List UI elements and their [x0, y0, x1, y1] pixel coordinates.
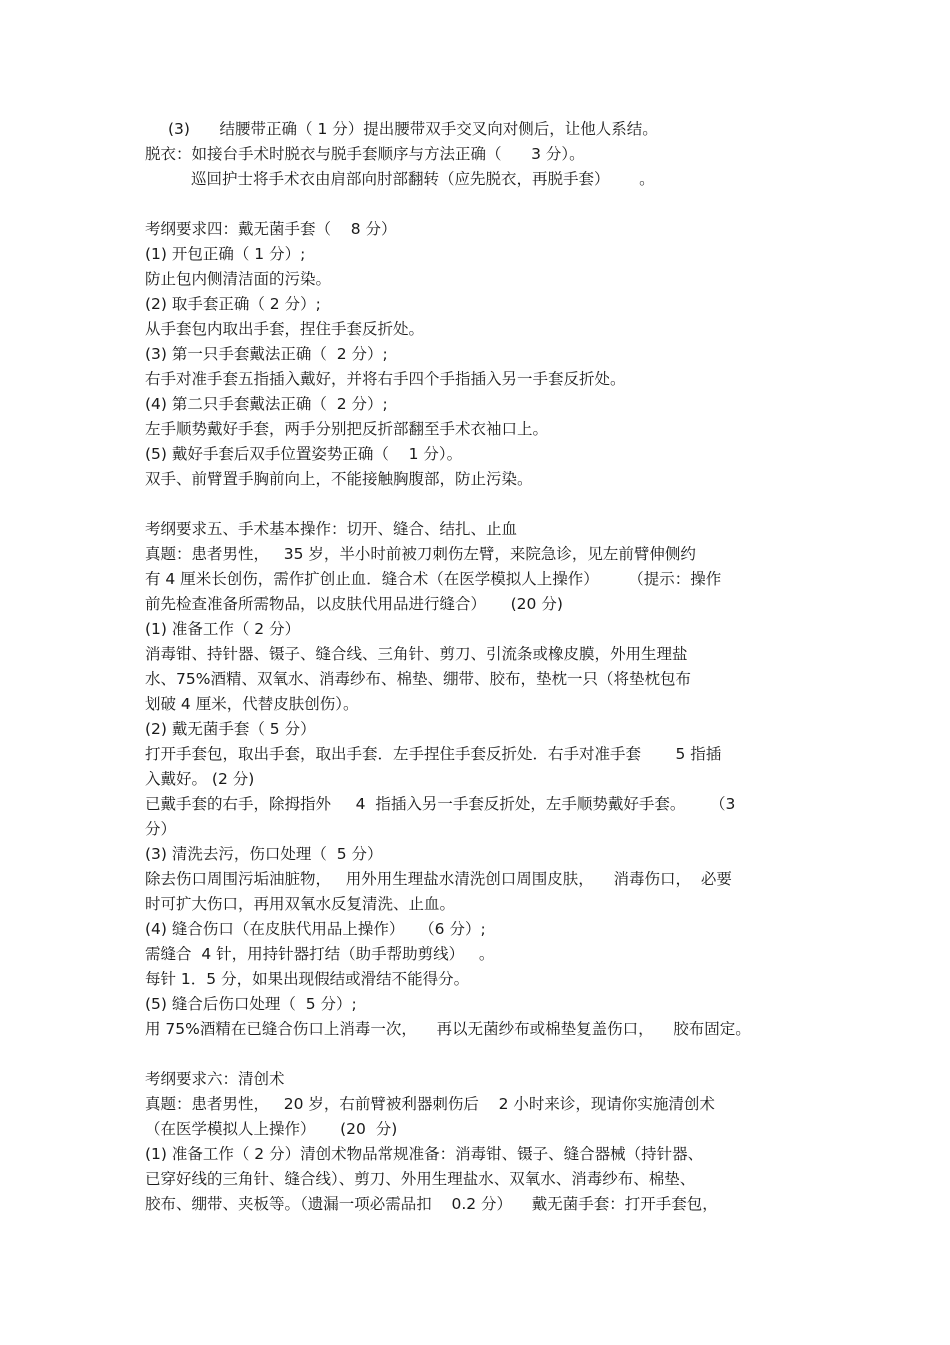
- text-line: 除去伤口周围污垢油脏物， 用外用生理盐水清洗创口周围皮肤， 消毒伤口， 必要: [145, 870, 732, 888]
- text-line: 从手套包内取出手套，捏住手套反折处。: [145, 320, 425, 338]
- text-line: (5) 戴好手套后双手位置姿势正确（ 1 分）。: [145, 445, 463, 463]
- text-line: 需缝合 4 针，用持针器打结（助手帮助剪线） 。: [145, 945, 495, 963]
- text-line: 用 75%酒精在已缝合伤口上消毒一次， 再以无菌纱布或棉垫复盖伤口， 胶布固定。: [145, 1020, 751, 1038]
- text-line: 防止包内侧清洁面的污染。: [145, 270, 332, 288]
- text-line: 前先检查准备所需物品，以皮肤代用品进行缝合） (20 分): [145, 595, 563, 613]
- text-line: (3) 清洗去污，伤口处理（ 5 分）: [145, 845, 383, 863]
- paragraph-gap: [145, 1042, 813, 1067]
- text-line: (4) 第二只手套戴法正确（ 2 分）;: [145, 395, 388, 413]
- text-line: (1) 准备工作（ 2 分）清创术物品常规准备：消毒钳、镊子、缝合器械（持针器、: [145, 1145, 704, 1163]
- text-line: 右手对准手套五指插入戴好，并将右手四个手指插入另一手套反折处。: [145, 370, 626, 388]
- text-line: 胶布、绷带、夹板等。（遗漏一项必需品扣 0.2 分） 戴无菌手套：打开手套包，: [145, 1195, 718, 1213]
- text-line: (4) 缝合伤口（在皮肤代用品上操作） （6 分）;: [145, 920, 486, 938]
- text-line: 消毒钳、持针器、镊子、缝合线、三角针、剪刀、引流条或橡皮膜，外用生理盐: [145, 645, 688, 663]
- text-line: 双手、前臂置手胸前向上，不能接触胸腹部，防止污染。: [145, 470, 533, 488]
- text-line: 巡回护士将手术衣由肩部向肘部翻转（应先脱衣，再脱手套） 。: [191, 170, 655, 188]
- text-line: 已穿好线的三角针、缝合线）、剪刀、外用生理盐水、双氧水、消毒纱布、棉垫、: [145, 1170, 696, 1188]
- text-line: （在医学模拟人上操作） (20 分): [145, 1120, 398, 1138]
- text-line: 水、75%酒精、双氧水、消毒纱布、棉垫、绷带、胶布，垫枕一只（将垫枕包布: [145, 670, 691, 688]
- text-line: (5) 缝合后伤口处理（ 5 分）;: [145, 995, 357, 1013]
- text-line: 左手顺势戴好手套，两手分别把反折部翻至手术衣袖口上。: [145, 420, 549, 438]
- text-line: 入戴好。 (2 分): [145, 770, 255, 788]
- text-line: 有 4 厘米长创伤，需作扩创止血．缝合术（在医学模拟人上操作） （提示：操作: [145, 570, 722, 588]
- section-heading: 考纲要求五、手术基本操作：切开、缝合、结扎、止血: [145, 520, 518, 538]
- text-line: (1) 准备工作（ 2 分）: [145, 620, 301, 638]
- text-line: (2) 取手套正确（ 2 分）;: [145, 295, 321, 313]
- text-line: 划破 4 厘米，代替皮肤创伤）。: [145, 695, 359, 713]
- text-line: 时可扩大伤口，再用双氧水反复清洗、止血。: [145, 895, 456, 913]
- paragraph-gap: [145, 492, 813, 517]
- text-line: (3) 结腰带正确（ 1 分）提出腰带双手交叉向对侧后，让他人系结。: [168, 120, 658, 138]
- paragraph-gap: [145, 192, 813, 217]
- section-heading: 考纲要求六：清创术: [145, 1070, 285, 1088]
- text-line: 分）: [145, 820, 177, 838]
- text-line: 真题：患者男性， 35 岁，半小时前被刀刺伤左臂，来院急诊，见左前臂伸侧约: [145, 545, 696, 563]
- text-line: 脱衣：如接台手术时脱衣与脱手套顺序与方法正确（ 3 分）。: [145, 145, 585, 163]
- text-line: 每针 1．5 分，如果出现假结或滑结不能得分。: [145, 970, 470, 988]
- text-line: 打开手套包，取出手套，取出手套．左手捏住手套反折处．右手对准手套 5 指插: [145, 745, 722, 763]
- section-heading: 考纲要求四：戴无菌手套（ 8 分）: [145, 220, 397, 238]
- text-line: (1) 开包正确（ 1 分）;: [145, 245, 306, 263]
- document-page: [145, 117, 813, 1217]
- text-line: 已戴手套的右手，除拇指外 4 指插入另一手套反折处，左手顺势戴好手套。 （3: [145, 795, 736, 813]
- text-line: 真题：患者男性， 20 岁，右前臂被利器刺伤后 2 小时来诊，现请你实施清创术: [145, 1095, 715, 1113]
- text-line: (2) 戴无菌手套（ 5 分）: [145, 720, 316, 738]
- text-line: (3) 第一只手套戴法正确（ 2 分）;: [145, 345, 388, 363]
